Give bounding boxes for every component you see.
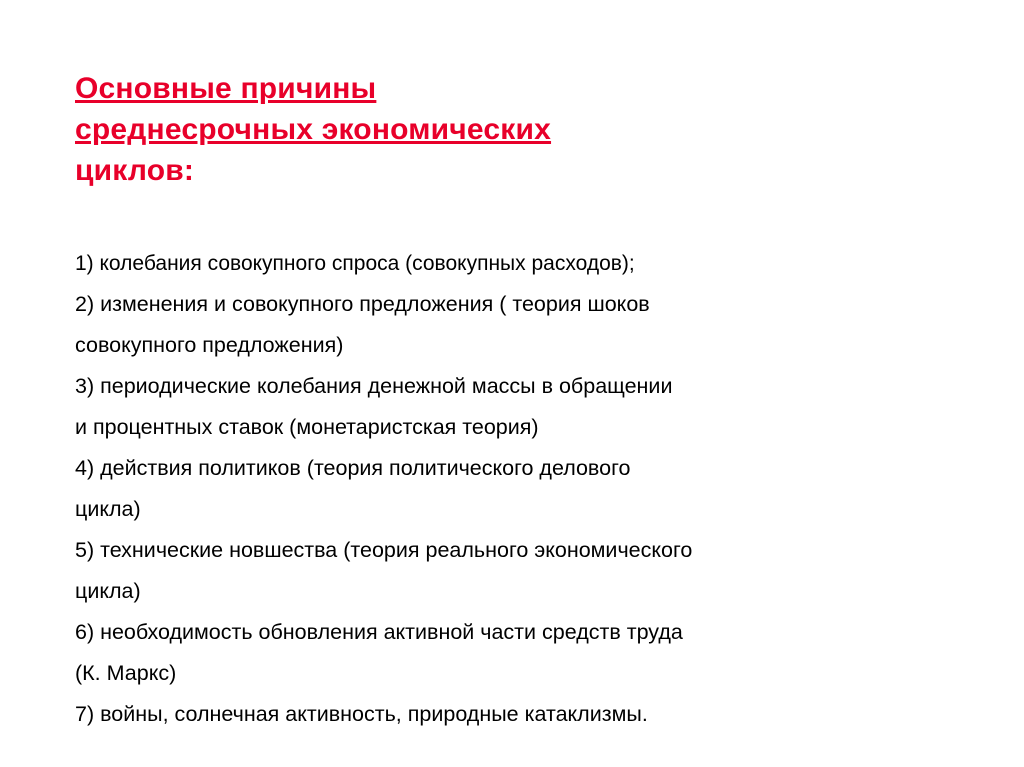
list-item: 2) изменения и совокупного предложения ( теория шоков bbox=[75, 292, 650, 316]
list-item: 7) войны, солнечная активность, природные катаклизмы. bbox=[75, 702, 648, 726]
list-item: 6) необходимость обновления активной части средств труда bbox=[75, 620, 683, 644]
list-item: 4) действия политиков (теория политического делового bbox=[75, 456, 631, 480]
list-item: 5) технические новшества (теория реального экономического bbox=[75, 538, 693, 562]
list-item: совокупного предложения) bbox=[75, 333, 344, 357]
list-item: (К. Маркс) bbox=[75, 661, 177, 685]
page-title-line-3: циклов: bbox=[75, 154, 195, 187]
list-item: 1) колебания совокупного спроса (совокупных расходов); bbox=[75, 252, 635, 275]
list-item: и процентных ставок (монетаристская теория) bbox=[75, 415, 539, 439]
page-title-line-2: среднесрочных экономических bbox=[75, 113, 552, 146]
list-item: 3) периодические колебания денежной массы в обращении bbox=[75, 374, 673, 398]
list-item: цикла) bbox=[75, 579, 141, 603]
list-item: цикла) bbox=[75, 497, 141, 521]
causes-list bbox=[75, 243, 975, 735]
page-title-line-1: Основные причины bbox=[75, 72, 377, 105]
page-title bbox=[75, 68, 945, 191]
